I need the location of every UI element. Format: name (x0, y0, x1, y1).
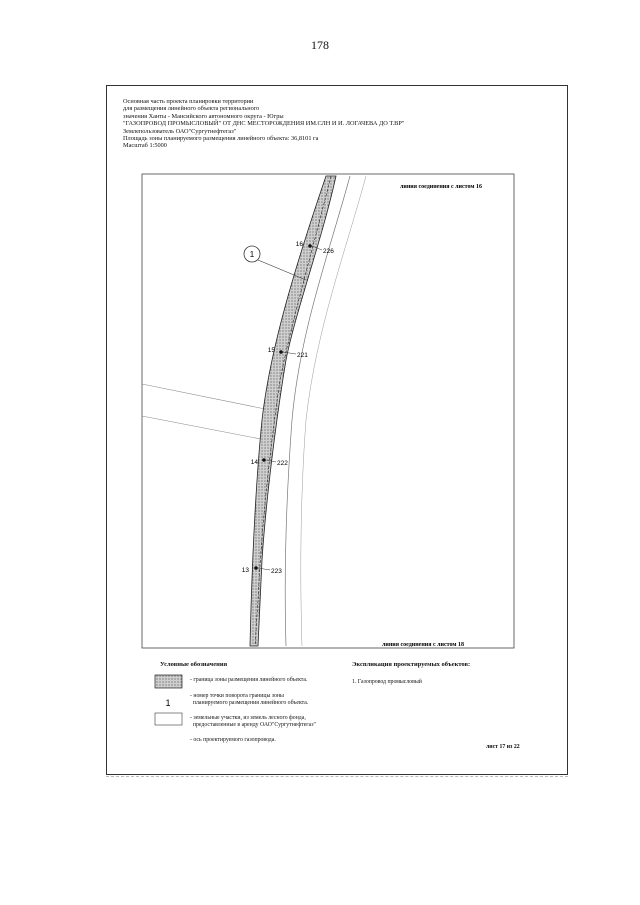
title-line: для размещения линейного объекта регионального (123, 105, 260, 113)
connection-label-bottom: линия соединения с листом 18 (382, 642, 464, 648)
title-line: "ГАЗОПРОВОД ПРОМЫСЛОВЫЙ" ОТ ДНС МЕСТОРОЖДЕНИЯ ИМ.СЛН И И. ЛОГАЧЕВА ДО Т.ВР" (123, 120, 405, 128)
legend-item-axis: - ось проектируемого газопровода. (190, 737, 276, 743)
legend-item-lease: - земельные участки, из земель лесного фонда, предоставленные в аренду ОАО"Сургутнефтегаз" (190, 715, 316, 728)
point-code: 222 (277, 460, 288, 467)
explication-item: 1. Газопровод промысловый (352, 679, 422, 685)
crossing-road (142, 384, 270, 410)
legend-item-point: - номер точки поворота границы зоны планируемого размещения линейного объекта. (190, 693, 309, 706)
point-number: 15 (267, 347, 275, 354)
legend-title: Условные обозначения (160, 661, 228, 668)
legend-point-symbol: 1 (165, 698, 171, 708)
explication-title: Экспликация проектируемых объектов: (352, 661, 471, 668)
title-line: Основная часть проекта планировки территории (123, 98, 254, 105)
legend-hatch-swatch (155, 675, 182, 688)
sheet-label: лист 17 из 22 (486, 744, 520, 750)
legend-lease-swatch (155, 713, 182, 725)
footer-divider (106, 776, 568, 777)
point-number: 14 (250, 459, 258, 466)
map-frame (142, 174, 514, 648)
crossing-road (142, 416, 266, 440)
legend-item-zone: - граница зоны размещения линейного объекта. (190, 677, 308, 683)
point-number: 13 (241, 567, 249, 574)
point-code: 226 (323, 248, 334, 255)
object-callout-label: 1 (249, 250, 255, 259)
point-code: 223 (271, 568, 282, 575)
point-code: 221 (297, 352, 308, 359)
title-line: Землепользователь ОАО"Сургутнефтегаз" (123, 127, 237, 135)
point-number: 16 (295, 241, 303, 248)
title-line: значения Ханты - Мансийского автономного округа - Югры (123, 112, 284, 120)
title-line: Масштаб 1:5000 (123, 142, 167, 150)
page-number: 178 (311, 38, 329, 52)
connection-label-top: линия соединения с листом 16 (400, 184, 482, 190)
title-line: Площадь зоны планируемого размещения линейного объекта: 36,8101 га (123, 135, 319, 143)
